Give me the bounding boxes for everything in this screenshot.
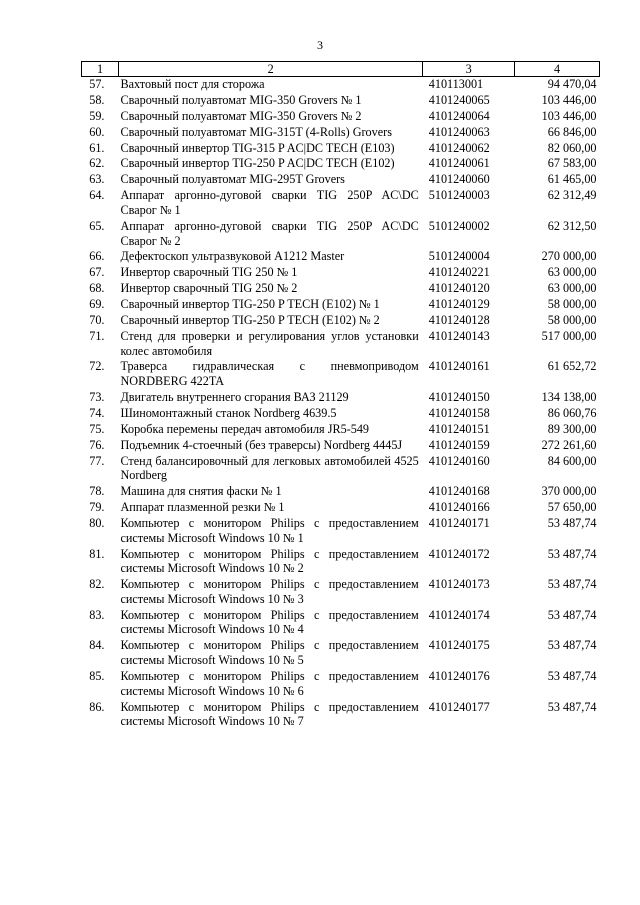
row-number: 64. (89, 188, 105, 203)
table-row (82, 109, 600, 125)
inventory-code: 4101240173 (428, 577, 490, 592)
row-number: 60. (89, 124, 105, 139)
table-row (82, 422, 600, 438)
table-row (82, 281, 600, 297)
row-number: 84. (89, 638, 105, 653)
table-row (82, 297, 600, 313)
inventory-code: 4101240166 (428, 500, 490, 515)
item-name: Инвертор сварочный TIG 250 № 1 (120, 265, 298, 280)
table-row (82, 329, 600, 360)
row-number: 80. (89, 516, 105, 530)
item-sum: 53 487,74 (547, 699, 597, 714)
inventory-code: 4101240177 (428, 699, 490, 714)
table-row (82, 608, 600, 639)
table-row (82, 93, 600, 109)
table-row (82, 700, 600, 731)
table-row (82, 359, 600, 390)
item-sum: 67 583,00 (547, 156, 597, 171)
inventory-code: 5101240002 (428, 218, 490, 233)
item-name: Компьютер с монитором Philips с предоставлением системы Microsoft Windows 10 № 1 (120, 516, 419, 545)
table-row (82, 484, 600, 500)
inventory-code: 4101240161 (428, 359, 490, 374)
item-name: Сварочный инвертор TIG-250 P TECH (E102) № 1 (120, 297, 380, 312)
assets-table (81, 61, 600, 730)
table-row (82, 249, 600, 265)
item-sum: 61 465,00 (547, 172, 597, 187)
row-number: 73. (89, 390, 105, 405)
inventory-code: 4101240060 (428, 172, 490, 187)
item-name: Компьютер с монитором Philips с предоставлением системы Microsoft Windows 10 № 5 (120, 638, 419, 668)
item-name: Стенд балансировочный для легковых автомобилей 4525 Nordberg (120, 453, 419, 483)
inventory-code: 4101240129 (428, 297, 490, 312)
row-number: 68. (89, 281, 105, 296)
column-header-number: 1 (82, 62, 119, 77)
inventory-code: 410113001 (428, 77, 484, 91)
item-name: Вахтовый пост для сторожа (120, 77, 265, 91)
table-row (82, 313, 600, 329)
item-sum: 63 000,00 (547, 265, 597, 280)
item-name: Сварочный инвертор TIG-250 P TECH (E102) № 2 (120, 312, 380, 327)
item-sum: 53 487,74 (547, 577, 597, 592)
item-sum: 370 000,00 (541, 484, 597, 499)
table-row (82, 77, 600, 93)
item-name: Двигатель внутреннего сгорания ВАЗ 21129 (120, 390, 349, 405)
inventory-code: 4101240172 (428, 546, 490, 561)
item-sum: 82 060,00 (547, 140, 597, 155)
inventory-code: 4101240159 (428, 437, 490, 452)
item-sum: 103 446,00 (541, 92, 597, 107)
table-row (82, 265, 600, 281)
item-sum: 103 446,00 (541, 108, 597, 123)
inventory-code: 4101240128 (428, 312, 490, 327)
row-number: 78. (89, 484, 105, 499)
column-header-sum: 4 (515, 62, 600, 77)
inventory-code: 4101240176 (428, 668, 490, 683)
row-number: 74. (89, 405, 105, 420)
table-row (82, 219, 600, 250)
item-name: Компьютер с монитором Philips с предоставлением системы Microsoft Windows 10 № 7 (120, 699, 419, 729)
row-number: 63. (89, 172, 105, 187)
item-name: Коробка перемены передач автомобиля JR5-549 (120, 421, 370, 436)
table-row (82, 454, 600, 485)
column-header-name: 2 (118, 62, 422, 77)
row-number: 61. (89, 140, 105, 155)
inventory-code: 4101240221 (428, 265, 490, 280)
item-name: Компьютер с монитором Philips с предоставлением системы Microsoft Windows 10 № 2 (120, 546, 419, 576)
row-number: 70. (89, 312, 105, 327)
table-row (82, 125, 600, 141)
item-name: Подъемник 4-стоечный (без траверсы) Nordberg 4445J (120, 437, 403, 452)
row-number: 72. (89, 359, 105, 374)
item-sum: 58 000,00 (547, 297, 597, 312)
row-number: 69. (89, 297, 105, 312)
item-name: Дефектоскоп ультразвуковой A1212 Master (120, 249, 345, 264)
table-body (82, 77, 600, 731)
item-name: Сварочный инвертор TIG-315 P AC|DC TECH (E103) (120, 140, 395, 155)
item-name: Сварочный полуавтомат MIG-315T (4-Rolls) Grovers (120, 124, 392, 139)
item-name: Машина для снятия фаски № 1 (120, 484, 282, 499)
table-row (82, 547, 600, 578)
item-name: Сварочный инвертор TIG-250 P AC|DC TECH (E102) (120, 156, 395, 171)
item-sum: 53 487,74 (547, 516, 597, 530)
inventory-code: 4101240065 (428, 92, 490, 107)
row-number: 82. (89, 577, 105, 592)
item-sum: 94 470,04 (547, 77, 597, 91)
table-row (82, 669, 600, 700)
table-row (82, 156, 600, 172)
item-name: Траверса гидравлическая с пневмоприводом NORDBERG 422TA (120, 359, 419, 389)
row-number: 85. (89, 668, 105, 683)
column-header-code: 3 (423, 62, 515, 77)
item-name: Компьютер с монитором Philips с предоставлением системы Microsoft Windows 10 № 4 (120, 607, 419, 637)
row-number: 57. (89, 77, 105, 91)
item-name: Аппарат аргонно-дуговой сварки TIG 250P AC\DC Сварог № 2 (120, 218, 419, 248)
item-sum: 53 487,74 (547, 546, 597, 561)
item-sum: 53 487,74 (547, 668, 597, 683)
item-sum: 62 312,50 (547, 218, 597, 233)
table-row (82, 188, 600, 219)
row-number: 81. (89, 546, 105, 561)
item-sum: 84 600,00 (547, 453, 597, 468)
item-sum: 89 300,00 (547, 421, 597, 436)
inventory-code: 4101240175 (428, 638, 490, 653)
item-sum: 61 652,72 (547, 359, 597, 374)
inventory-code: 4101240171 (428, 516, 490, 530)
inventory-code: 4101240160 (428, 453, 490, 468)
inventory-code: 5101240003 (428, 188, 490, 203)
row-number: 77. (89, 453, 105, 468)
inventory-code: 4101240151 (428, 421, 490, 436)
inventory-code: 4101240061 (428, 156, 490, 171)
row-number: 83. (89, 607, 105, 622)
table-row (82, 390, 600, 406)
item-sum: 58 000,00 (547, 312, 597, 327)
inventory-code: 4101240120 (428, 281, 490, 296)
inventory-code: 4101240168 (428, 484, 490, 499)
item-sum: 53 487,74 (547, 638, 597, 653)
item-name: Сварочный полуавтомат MIG-350 Grovers № 1 (120, 92, 362, 107)
item-sum: 53 487,74 (547, 607, 597, 622)
table-row (82, 172, 600, 188)
item-sum: 86 060,76 (547, 405, 597, 420)
item-name: Инвертор сварочный TIG 250 № 2 (120, 281, 298, 296)
inventory-code: 4101240143 (428, 328, 490, 343)
row-number: 75. (89, 421, 105, 436)
table-row (82, 516, 600, 547)
inventory-code: 4101240174 (428, 607, 490, 622)
item-name: Компьютер с монитором Philips с предоставлением системы Microsoft Windows 10 № 3 (120, 577, 419, 606)
item-name: Сварочный полуавтомат MIG-295T Grovers (120, 172, 345, 187)
inventory-code: 4101240063 (428, 124, 490, 139)
row-number: 86. (89, 699, 105, 714)
item-name: Аппарат аргонно-дуговой сварки TIG 250P AC\DC Сварог № 1 (120, 188, 419, 217)
table-row (82, 500, 600, 516)
row-number: 58. (89, 92, 105, 107)
table-row (82, 141, 600, 157)
row-number: 66. (89, 249, 105, 264)
item-name: Сварочный полуавтомат MIG-350 Grovers № 2 (120, 108, 362, 123)
row-number: 62. (89, 156, 105, 171)
row-number: 65. (89, 218, 105, 233)
row-number: 76. (89, 437, 105, 452)
inventory-code: 4101240158 (428, 405, 490, 420)
item-sum: 66 846,00 (547, 124, 597, 139)
table-header (82, 62, 600, 77)
inventory-code: 4101240150 (428, 390, 490, 405)
page-number: 3 (317, 38, 323, 52)
item-sum: 134 138,00 (541, 390, 597, 405)
item-name: Компьютер с монитором Philips с предоставлением системы Microsoft Windows 10 № 6 (120, 668, 419, 698)
row-number: 59. (89, 108, 105, 123)
row-number: 79. (89, 500, 105, 515)
item-name: Аппарат плазменной резки № 1 (120, 500, 285, 515)
item-sum: 62 312,49 (547, 188, 597, 203)
inventory-code: 4101240062 (428, 140, 490, 155)
inventory-code: 4101240064 (428, 108, 490, 123)
table-row (82, 438, 600, 454)
item-sum: 63 000,00 (547, 281, 597, 296)
item-sum: 272 261,60 (541, 437, 597, 452)
row-number: 67. (89, 265, 105, 280)
item-sum: 57 650,00 (547, 500, 597, 515)
table-row (82, 406, 600, 422)
item-sum: 270 000,00 (541, 249, 597, 264)
inventory-code: 5101240004 (428, 249, 490, 264)
item-sum: 517 000,00 (541, 328, 597, 343)
table-row (82, 577, 600, 608)
item-name: Шиномонтажный станок Nordberg 4639.5 (120, 405, 337, 420)
row-number: 71. (89, 328, 105, 343)
table-row (82, 638, 600, 669)
item-name: Стенд для проверки и регулирования углов установки колес автомобиля (120, 328, 419, 358)
